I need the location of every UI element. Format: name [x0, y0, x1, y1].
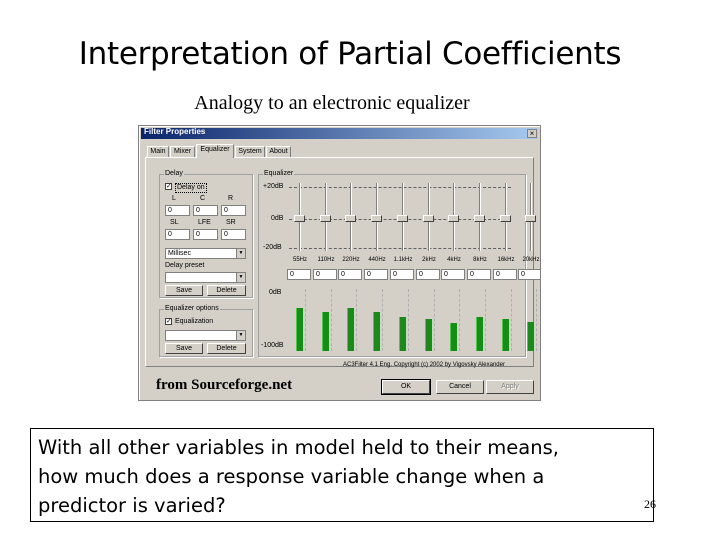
slider-thumb[interactable]	[294, 215, 305, 222]
apply-button[interactable]: Apply	[486, 380, 534, 394]
slider-thumb[interactable]	[345, 215, 356, 222]
equalizer-group-label: Equalizer	[264, 170, 294, 177]
band-frequency-label: 2kHz	[422, 257, 436, 263]
level-meter-track	[511, 289, 513, 351]
page-number: 26	[644, 497, 656, 511]
slider-thumb[interactable]	[525, 215, 536, 222]
band-value-input[interactable]: 0	[416, 269, 440, 280]
question-text-box	[30, 428, 654, 522]
band-value-input[interactable]: 0	[313, 269, 337, 280]
band-frequency-label: 1.1kHz	[393, 257, 413, 263]
level-meter-track	[356, 289, 358, 351]
level-meter-bar	[347, 308, 354, 351]
level-meter-bar	[502, 319, 509, 351]
band-value-input[interactable]: 0	[467, 269, 491, 280]
slider-thumb[interactable]	[320, 215, 331, 222]
eq-delete-button[interactable]: Delete	[207, 343, 246, 354]
copyright-text: AC3Filter 4.1 Eng. Copyright (c) 2002 by Vigovsky Alexander	[343, 362, 505, 368]
level-meter-bar	[425, 319, 432, 351]
delay-c-input[interactable]: 0	[193, 205, 218, 216]
level-meter-track	[408, 289, 410, 351]
band-frequency-label: 440Hz	[368, 257, 386, 263]
delay-l-input[interactable]: 0	[165, 205, 190, 216]
slider-thumb[interactable]	[500, 215, 511, 222]
source-caption: from Sourceforge.net	[156, 377, 293, 393]
equalizer-options-group	[159, 305, 253, 357]
delay-save-button[interactable]: Save	[165, 285, 203, 296]
band-frequency-label: 55Hz	[292, 257, 307, 263]
band-value-input[interactable]: 0	[441, 269, 465, 280]
gridline-bottom	[289, 248, 511, 249]
close-icon[interactable]: ×	[527, 129, 537, 138]
level-meter-track	[459, 289, 461, 351]
equalization-label: Equalization	[175, 318, 214, 325]
level-meter-bar	[476, 317, 483, 351]
level-bottom-label: -100dB	[261, 342, 284, 349]
equalizer-preset-select[interactable]	[165, 330, 246, 341]
level-meter-track	[434, 289, 436, 351]
band-frequency-label: 8kHz	[473, 257, 487, 263]
question-line-1: With all other variables in model held to their means,	[38, 436, 559, 459]
slide-subtitle: Analogy to an electronic equalizer	[194, 92, 470, 114]
slider-thumb[interactable]	[397, 215, 408, 222]
chevron-down-icon: ▼	[236, 331, 245, 340]
delay-units-value: Millisec	[168, 250, 191, 257]
tab-mixer[interactable]: Mixer	[170, 146, 195, 157]
delay-r-input[interactable]: 0	[221, 205, 246, 216]
slide-title: Interpretation of Partial Coefficients	[78, 36, 622, 72]
slider-thumb[interactable]	[371, 215, 382, 222]
band-value-input[interactable]: 0	[493, 269, 517, 280]
band-frequency-label: 20kHz	[522, 257, 540, 263]
band-frequency-label: 16kHz	[497, 257, 515, 263]
equalizer-options-label: Equalizer options	[165, 305, 219, 312]
tab-equalizer[interactable]: Equalizer	[196, 144, 234, 158]
delay-lfe-input[interactable]: 0	[193, 229, 218, 240]
level-meter-track	[382, 289, 384, 351]
level-meter-bar	[373, 312, 380, 351]
db-mid-label: 0dB	[271, 215, 284, 222]
band-value-input[interactable]: 0	[390, 269, 414, 280]
delay-delete-button[interactable]: Delete	[207, 285, 246, 296]
db-top-label: +20dB	[263, 183, 284, 190]
filter-properties-dialog	[138, 125, 541, 401]
level-meter-bar	[527, 322, 534, 351]
dialog-titlebar[interactable]	[141, 128, 538, 139]
band-frequency-label: 110Hz	[317, 257, 335, 263]
delay-preset-label: Delay preset	[165, 262, 205, 269]
delay-col-label-sl: SL	[170, 219, 179, 226]
delay-preset-select[interactable]	[165, 272, 246, 283]
equalization-checkbox[interactable]: ✓	[166, 318, 172, 325]
delay-sr-input[interactable]: 0	[221, 229, 246, 240]
slider-thumb[interactable]	[474, 215, 485, 222]
eq-save-button[interactable]: Save	[165, 343, 203, 354]
band-frequency-label: 4kHz	[447, 257, 461, 263]
level-meter-bar	[450, 323, 457, 351]
delay-col-label-l: L	[172, 195, 176, 202]
tab-main[interactable]: Main	[147, 146, 169, 157]
level-meter-bar	[322, 312, 329, 351]
delay-sl-input[interactable]: 0	[165, 229, 190, 240]
delay-units-select[interactable]	[165, 248, 246, 259]
question-line-3: predictor is varied?	[38, 494, 226, 517]
cancel-button[interactable]: Cancel	[436, 380, 484, 394]
slider-thumb[interactable]	[448, 215, 459, 222]
band-value-input[interactable]: 0	[364, 269, 388, 280]
slider-thumb[interactable]	[423, 215, 434, 222]
question-line-2: how much does a response variable change when a	[38, 465, 545, 488]
level-top-label: 0dB	[269, 289, 282, 296]
ok-button[interactable]: OK	[382, 380, 430, 394]
level-meter-bar	[296, 308, 303, 351]
chevron-down-icon: ▼	[236, 249, 245, 258]
level-meter-track	[485, 289, 487, 351]
tab-about[interactable]: About	[266, 146, 291, 157]
band-value-input[interactable]: 0	[287, 269, 311, 280]
band-value-input[interactable]: 0	[338, 269, 362, 280]
delay-col-label-lfe: LFE	[198, 219, 211, 226]
tab-system[interactable]: System	[235, 146, 265, 157]
delay-on-label: Delay on	[177, 184, 205, 191]
band-value-input[interactable]: 0	[518, 269, 541, 280]
level-meter-track	[536, 289, 538, 351]
gridline-top	[289, 187, 511, 188]
delay-col-label-sr: SR	[226, 219, 236, 226]
db-bottom-label: -20dB	[263, 244, 282, 251]
chevron-down-icon: ▼	[236, 273, 245, 282]
level-meter-track	[331, 289, 333, 351]
delay-col-label-c: C	[200, 195, 206, 202]
delay-group-label: Delay	[165, 170, 183, 177]
delay-on-checkbox[interactable]: ✓	[166, 183, 172, 190]
delay-col-label-r: R	[228, 195, 234, 202]
delay-group	[159, 170, 253, 298]
dialog-title: Filter Properties	[144, 127, 206, 136]
level-meter-track	[305, 289, 307, 351]
band-frequency-label: 220Hz	[342, 257, 360, 263]
level-meter-bar	[399, 317, 406, 351]
